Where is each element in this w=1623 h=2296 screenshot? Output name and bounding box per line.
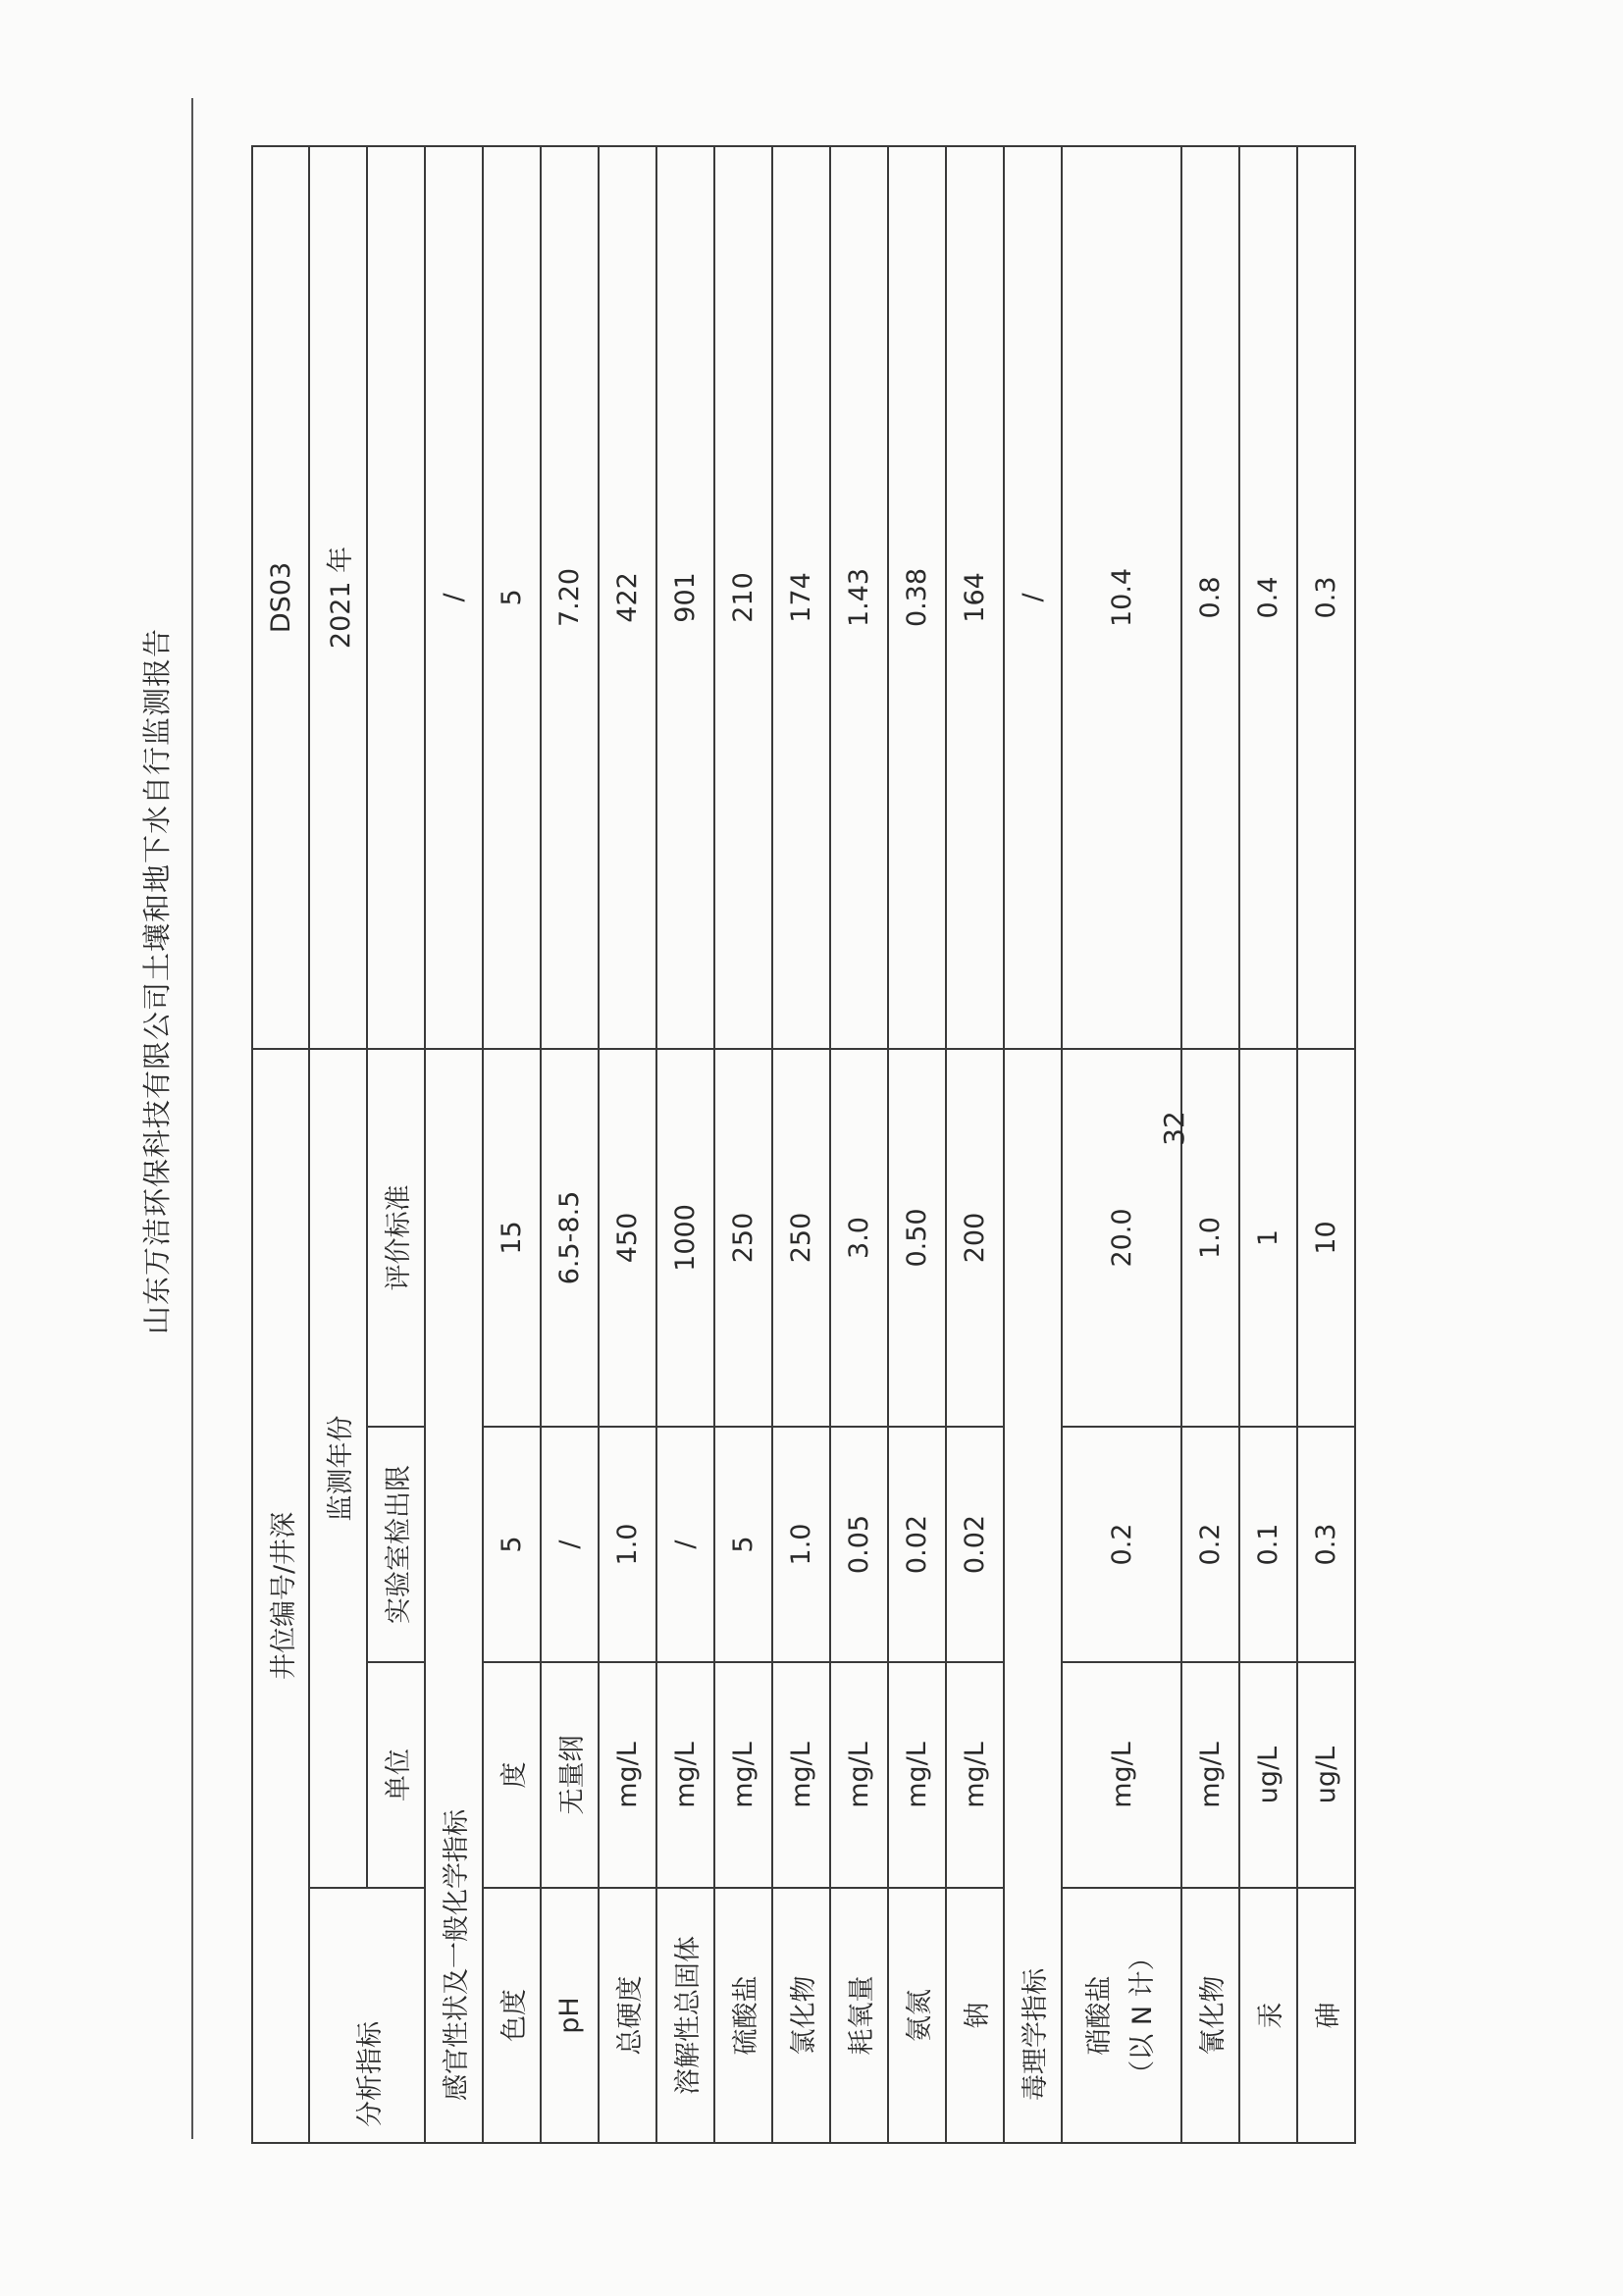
standard-value: 3.0 xyxy=(830,1049,888,1427)
table-row xyxy=(888,146,946,2143)
standard-value: 450 xyxy=(599,1049,656,1427)
indicator-unit: mg/L xyxy=(830,1662,888,1888)
table-row xyxy=(599,146,656,2143)
indicator-name: 汞 xyxy=(1239,1888,1297,2143)
well-id-value: DS03 xyxy=(252,146,309,1049)
standard-value: 1 xyxy=(1239,1049,1297,1427)
detection-limit: 1.0 xyxy=(772,1427,830,1662)
standard-header: 评价标准 xyxy=(367,1049,425,1427)
indicator-name-line2: （以 N 计） xyxy=(1127,1944,1158,2087)
indicator-name-line1: 硝酸盐 xyxy=(1084,1975,1115,2056)
table-row xyxy=(772,146,830,2143)
standard-value: 20.0 xyxy=(1062,1049,1181,1427)
indicator-name: 氨氮 xyxy=(888,1888,946,2143)
standard-value: 200 xyxy=(946,1049,1004,1427)
standard-value: 250 xyxy=(714,1049,772,1427)
detection-limit: / xyxy=(656,1427,714,1662)
table-row xyxy=(309,146,367,2143)
indicator-unit: 无量纲 xyxy=(541,1662,599,1888)
indicator-unit: ug/L xyxy=(1239,1662,1297,1888)
section-value: / xyxy=(425,146,483,1049)
measured-value: 0.3 xyxy=(1297,146,1355,1049)
limit-header: 实验室检出限 xyxy=(367,1427,425,1662)
measured-value: 7.20 xyxy=(541,146,599,1049)
header-divider xyxy=(191,98,193,2139)
indicator-unit: 度 xyxy=(483,1662,541,1888)
indicator-unit: mg/L xyxy=(946,1662,1004,1888)
page-number: 32 xyxy=(1158,1111,1190,1146)
measured-value: 901 xyxy=(656,146,714,1049)
report-header-title: 山东万洁环保科技有限公司土壤和地下水自行监测报告 xyxy=(140,628,174,1335)
table-row xyxy=(714,146,772,2143)
table-row xyxy=(946,146,1004,2143)
standard-value: 10 xyxy=(1297,1049,1355,1427)
measured-value: 5 xyxy=(483,146,541,1049)
indicator-unit: mg/L xyxy=(888,1662,946,1888)
detection-limit: 5 xyxy=(483,1427,541,1662)
measured-value: 10.4 xyxy=(1062,146,1181,1049)
detection-limit: / xyxy=(541,1427,599,1662)
table-row xyxy=(1297,146,1355,2143)
indicator-unit: mg/L xyxy=(1062,1662,1181,1888)
standard-value: 0.50 xyxy=(888,1049,946,1427)
indicator-unit: ug/L xyxy=(1297,1662,1355,1888)
measured-value: 422 xyxy=(599,146,656,1049)
indicator-name: 砷 xyxy=(1297,1888,1355,2143)
detection-limit: 0.2 xyxy=(1062,1427,1181,1662)
measured-value: 174 xyxy=(772,146,830,1049)
standard-value: 1000 xyxy=(656,1049,714,1427)
unit-header: 单位 xyxy=(367,1662,425,1888)
table-row xyxy=(656,146,714,2143)
measured-value: 0.4 xyxy=(1239,146,1297,1049)
measured-value: 0.8 xyxy=(1181,146,1239,1049)
table-row xyxy=(1239,146,1297,2143)
indicator-unit: mg/L xyxy=(656,1662,714,1888)
value-header-blank xyxy=(367,146,425,1049)
indicator-name: 总硬度 xyxy=(599,1888,656,2143)
detection-limit: 0.02 xyxy=(946,1427,1004,1662)
section-value: / xyxy=(1004,146,1062,1049)
indicator-header: 分析指标 xyxy=(309,1888,425,2143)
indicator-unit: mg/L xyxy=(1181,1662,1239,1888)
indicator-unit: mg/L xyxy=(714,1662,772,1888)
indicator-name: 色度 xyxy=(483,1888,541,2143)
year-value: 2021 年 xyxy=(309,146,367,1049)
indicator-name: pH xyxy=(541,1888,599,2143)
monitoring-results-table xyxy=(251,145,1356,2144)
measured-value: 164 xyxy=(946,146,1004,1049)
year-label: 监测年份 xyxy=(309,1049,367,1888)
section-row xyxy=(1004,146,1062,2143)
measured-value: 210 xyxy=(714,146,772,1049)
table-row xyxy=(367,146,425,2143)
detection-limit: 0.02 xyxy=(888,1427,946,1662)
detection-limit: 5 xyxy=(714,1427,772,1662)
indicator-name xyxy=(1062,1888,1181,2143)
section-title: 感官性状及一般化学指标 xyxy=(425,1049,483,2143)
table-row xyxy=(483,146,541,2143)
detection-limit: 1.0 xyxy=(599,1427,656,1662)
detection-limit: 0.2 xyxy=(1181,1427,1239,1662)
table-row xyxy=(252,146,309,2143)
standard-value: 15 xyxy=(483,1049,541,1427)
measured-value: 1.43 xyxy=(830,146,888,1049)
standard-value: 250 xyxy=(772,1049,830,1427)
section-title: 毒理学指标 xyxy=(1004,1049,1062,2143)
indicator-name: 钠 xyxy=(946,1888,1004,2143)
indicator-name: 硫酸盐 xyxy=(714,1888,772,2143)
indicator-unit: mg/L xyxy=(772,1662,830,1888)
standard-value: 1.0 xyxy=(1181,1049,1239,1427)
standard-value: 6.5-8.5 xyxy=(541,1049,599,1427)
indicator-name: 溶解性总固体 xyxy=(656,1888,714,2143)
section-row xyxy=(425,146,483,2143)
detection-limit: 0.05 xyxy=(830,1427,888,1662)
indicator-name: 耗氧量 xyxy=(830,1888,888,2143)
detection-limit: 0.3 xyxy=(1297,1427,1355,1662)
indicator-name: 氰化物 xyxy=(1181,1888,1239,2143)
table-row xyxy=(541,146,599,2143)
table-row xyxy=(830,146,888,2143)
well-id-label: 井位编号/井深 xyxy=(252,1049,309,2143)
measured-value: 0.38 xyxy=(888,146,946,1049)
indicator-name: 氯化物 xyxy=(772,1888,830,2143)
detection-limit: 0.1 xyxy=(1239,1427,1297,1662)
indicator-unit: mg/L xyxy=(599,1662,656,1888)
